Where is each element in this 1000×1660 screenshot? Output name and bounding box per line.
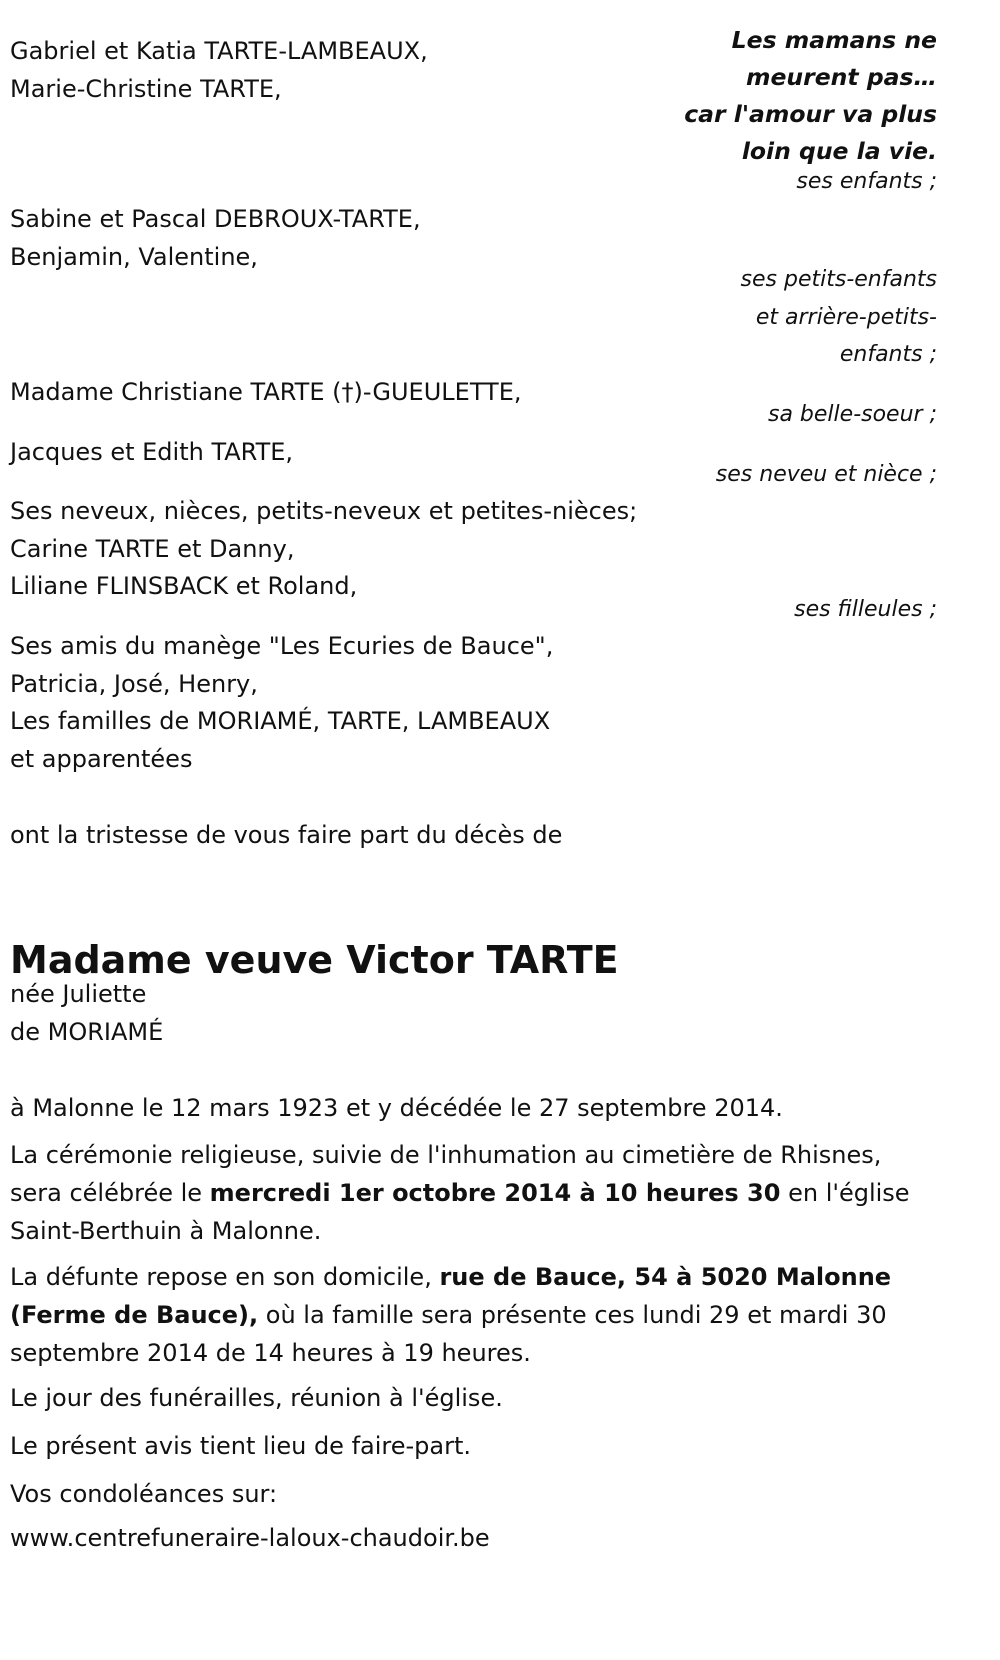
family-name-line: Sabine et Pascal DEBROUX-TARTE, xyxy=(10,205,421,233)
quote-line: meurent pas… xyxy=(746,63,937,91)
repose-line xyxy=(10,1258,970,1296)
family-name-line: Ses amis du manège "Les Ecuries de Bauce", xyxy=(10,632,554,660)
family-name-line: Madame Christiane TARTE (†)-GUEULETTE, xyxy=(10,378,522,406)
quote xyxy=(617,22,937,170)
quote-line: car l'amour va plus xyxy=(684,100,937,128)
family-name-line: Liliane FLINSBACK et Roland, xyxy=(10,572,358,600)
birth-name-line: née Juliette xyxy=(10,980,147,1008)
ceremony-line xyxy=(10,1174,970,1212)
repose-line: septembre 2014 de 14 heures à 19 heures. xyxy=(10,1339,531,1367)
condolences-url[interactable]: www.centrefuneraire-laloux-chaudoir.be xyxy=(10,1524,490,1552)
quote-line: loin que la vie. xyxy=(741,137,937,165)
repose-text: où la famille sera présente ces lundi 29 et mardi 30 xyxy=(258,1301,887,1329)
family-name-line: Marie-Christine TARTE, xyxy=(10,74,282,103)
family-name-line: Les familles de MORIAMÉ, TARTE, LAMBEAUX xyxy=(10,707,551,735)
relation-line: ses enfants ; xyxy=(796,169,937,194)
quote-line: Les mamans ne xyxy=(731,26,937,54)
repose-line xyxy=(10,1296,970,1334)
family-group-nephew-niece xyxy=(10,434,293,472)
funeral-day xyxy=(10,1379,970,1417)
family-name-line: Ses neveux, nièces, petits-neveux et petites-nièces; xyxy=(10,497,638,525)
birth-name-line: de MORIAMÉ xyxy=(10,1017,164,1046)
relation-grandchildren xyxy=(741,261,937,374)
relation-goddaughters xyxy=(794,591,937,629)
ceremony-line: La cérémonie religieuse, suivie de l'inhumation au cimetière de Rhisnes, xyxy=(10,1141,882,1169)
family-group-goddaughters xyxy=(10,493,637,606)
ceremony-line: Saint-Berthuin à Malonne. xyxy=(10,1217,322,1245)
ceremony-text: sera célébrée le xyxy=(10,1179,210,1207)
notice xyxy=(10,1427,970,1465)
relation-sister-in-law xyxy=(768,396,937,434)
funeral-day-text: Le jour des funérailles, réunion à l'église. xyxy=(10,1384,503,1412)
family-name-line: Carine TARTE et Danny, xyxy=(10,534,295,563)
family-group-sister-in-law xyxy=(10,374,522,412)
condolences-link[interactable] xyxy=(10,1519,970,1557)
notice-text: Le présent avis tient lieu de faire-part. xyxy=(10,1432,472,1460)
birth-name xyxy=(10,976,163,1051)
ceremony-date-time: mercredi 1er octobre 2014 à 10 heures 30 xyxy=(209,1179,781,1207)
family-name-line: Patricia, José, Henry, xyxy=(10,669,258,698)
relation-line: sa belle-soeur ; xyxy=(768,402,937,427)
birth-death-dates xyxy=(10,1089,970,1127)
family-group-friends xyxy=(10,628,553,778)
relation-line: enfants ; xyxy=(839,342,937,367)
family-name-line: et apparentées xyxy=(10,744,193,773)
family-name-line: Jacques et Edith TARTE, xyxy=(10,438,294,466)
condolences-label xyxy=(10,1475,970,1513)
announcement-text: ont la tristesse de vous faire part du décès de xyxy=(10,821,563,849)
relation-children xyxy=(796,163,937,201)
family-group-children xyxy=(10,33,428,108)
relation-line: et arrière-petits- xyxy=(755,304,937,330)
relation-line: ses filleules ; xyxy=(794,597,937,622)
announcement xyxy=(10,817,562,855)
dates-text: à Malonne le 12 mars 1923 et y décédée le 27 septembre 2014. xyxy=(10,1094,783,1122)
relation-nephew-niece xyxy=(716,456,937,494)
repose-address: rue de Bauce, 54 à 5020 Malonne xyxy=(439,1263,892,1291)
repose-paragraph xyxy=(10,1258,970,1372)
repose-text: La défunte repose en son domicile, xyxy=(10,1263,440,1291)
ceremony-text: en l'église xyxy=(780,1179,910,1207)
family-name-line: Gabriel et Katia TARTE-LAMBEAUX, xyxy=(10,37,428,65)
deceased-name: Madame veuve Victor TARTE xyxy=(10,938,619,982)
ceremony-paragraph xyxy=(10,1136,970,1250)
condolences-label-text: Vos condoléances sur: xyxy=(10,1480,278,1508)
relation-line: ses neveu et nièce ; xyxy=(715,462,937,487)
family-group-grandchildren xyxy=(10,201,421,276)
family-name-line: Benjamin, Valentine, xyxy=(10,242,258,271)
repose-farm: (Ferme de Bauce), xyxy=(10,1301,259,1329)
relation-line: ses petits-enfants xyxy=(740,267,937,292)
